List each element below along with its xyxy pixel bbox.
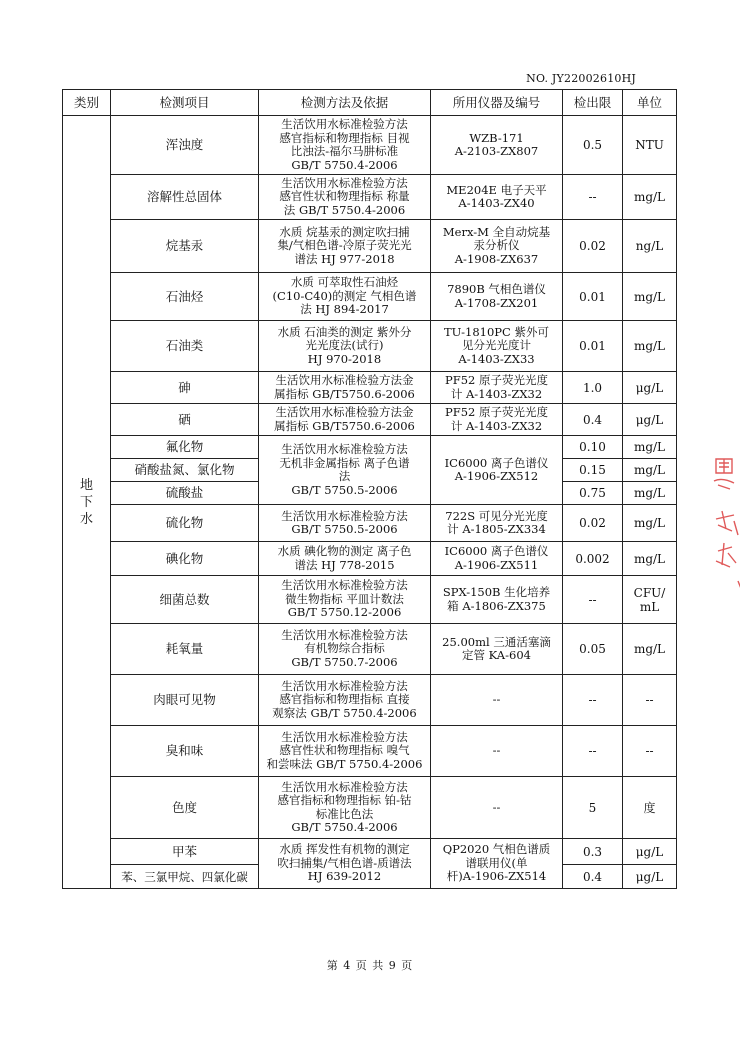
- unit-cell: μg/L: [623, 372, 677, 404]
- item-cell: 溶解性总固体: [111, 175, 259, 220]
- table-row: [63, 726, 677, 777]
- table-row: [63, 220, 677, 273]
- method-cell: 生活饮用水标准检验方法 无机非金属指标 离子色谱 法 GB/T 5750.5-2006: [259, 436, 431, 505]
- unit-cell: NTU: [623, 116, 677, 175]
- unit-cell: mg/L: [623, 436, 677, 459]
- unit-cell: mg/L: [623, 175, 677, 220]
- instrument-cell: 25.00ml 三通活塞滴 定管 KA-604: [431, 624, 563, 675]
- table-header-row: [63, 90, 677, 116]
- unit-cell: mg/L: [623, 542, 677, 576]
- unit-cell: μg/L: [623, 839, 677, 865]
- document-number: NO. JY22002610HJ: [526, 72, 636, 85]
- unit-cell: mg/L: [623, 459, 677, 482]
- table-row: [63, 777, 677, 839]
- unit-cell: mg/L: [623, 482, 677, 505]
- item-cell: 臭和味: [111, 726, 259, 777]
- limit-cell: 0.3: [563, 839, 623, 865]
- item-cell: 耗氧量: [111, 624, 259, 675]
- table-row: [63, 116, 677, 175]
- method-cell: 生活饮用水标准检验方法 感官指标和物理指标 铂-钴 标准比色法 GB/T 5750.4-2006: [259, 777, 431, 839]
- unit-cell: mg/L: [623, 505, 677, 542]
- method-cell: 水质 烷基汞的测定吹扫捕 集/气相色谱-冷原子荧光光 谱法 HJ 977-2018: [259, 220, 431, 273]
- table-row: [63, 576, 677, 624]
- method-cell: 生活饮用水标准检验方法 感官性状和物理指标 嗅气 和尝味法 GB/T 5750.4-2006: [259, 726, 431, 777]
- table-row: [63, 436, 677, 459]
- item-cell: 砷: [111, 372, 259, 404]
- item-cell: 硫化物: [111, 505, 259, 542]
- method-cell: 生活饮用水标准检验方法金 属指标 GB/T5750.6-2006: [259, 404, 431, 436]
- instrument-cell: WZB-171 A-2103-ZX807: [431, 116, 563, 175]
- method-cell: 生活饮用水标准检验方法金 属指标 GB/T5750.6-2006: [259, 372, 431, 404]
- limit-cell: --: [563, 175, 623, 220]
- limit-cell: 0.01: [563, 273, 623, 321]
- item-cell: 氟化物: [111, 436, 259, 459]
- table-row: [63, 675, 677, 726]
- item-cell: 甲苯: [111, 839, 259, 865]
- table-row: [63, 175, 677, 220]
- method-cell: 生活饮用水标准检验方法 微生物指标 平皿计数法 GB/T 5750.12-2006: [259, 576, 431, 624]
- limit-cell: 0.5: [563, 116, 623, 175]
- limit-cell: --: [563, 576, 623, 624]
- unit-cell: mg/L: [623, 321, 677, 372]
- method-cell: 水质 挥发性有机物的测定 吹扫捕集/气相色谱-质谱法 HJ 639-2012: [259, 839, 431, 889]
- limit-cell: 0.75: [563, 482, 623, 505]
- table-row: [63, 273, 677, 321]
- limit-cell: 0.01: [563, 321, 623, 372]
- instrument-cell: PF52 原子荧光光度 计 A-1403-ZX32: [431, 404, 563, 436]
- table-row: [63, 372, 677, 404]
- header-category: 类别: [63, 90, 111, 116]
- unit-cell: μg/L: [623, 404, 677, 436]
- instrument-cell: TU-1810PC 紫外可 见分光光度计 A-1403-ZX33: [431, 321, 563, 372]
- item-cell: 细菌总数: [111, 576, 259, 624]
- table-row: [63, 624, 677, 675]
- item-cell: 肉眼可见物: [111, 675, 259, 726]
- instrument-cell: --: [431, 726, 563, 777]
- unit-cell: mg/L: [623, 273, 677, 321]
- method-cell: 生活饮用水标准检验方法 感官性状和物理指标 称量 法 GB/T 5750.4-2006: [259, 175, 431, 220]
- instrument-cell: SPX-150B 生化培养 箱 A-1806-ZX375: [431, 576, 563, 624]
- unit-cell: mg/L: [623, 624, 677, 675]
- instrument-cell: 722S 可见分光光度 计 A-1805-ZX334: [431, 505, 563, 542]
- item-cell: 浑浊度: [111, 116, 259, 175]
- test-methods-table: [62, 89, 677, 889]
- limit-cell: 0.002: [563, 542, 623, 576]
- header-limit: 检出限: [563, 90, 623, 116]
- category-cell: 地 下 水: [63, 116, 111, 889]
- instrument-cell: ME204E 电子天平 A-1403-ZX40: [431, 175, 563, 220]
- limit-cell: 1.0: [563, 372, 623, 404]
- method-cell: 水质 石油类的测定 紫外分 光光度法(试行) HJ 970-2018: [259, 321, 431, 372]
- limit-cell: 0.05: [563, 624, 623, 675]
- item-cell: 硝酸盐氮、氯化物: [111, 459, 259, 482]
- item-cell: 色度: [111, 777, 259, 839]
- table-row: [63, 505, 677, 542]
- item-cell: 石油类: [111, 321, 259, 372]
- page-footer: 第 4 页 共 9 页: [326, 959, 414, 972]
- stamp-marks: [714, 459, 740, 591]
- header-instrument: 所用仪器及编号: [431, 90, 563, 116]
- unit-cell: 度: [623, 777, 677, 839]
- item-cell: 碘化物: [111, 542, 259, 576]
- header-method: 检测方法及依据: [259, 90, 431, 116]
- limit-cell: 0.4: [563, 404, 623, 436]
- instrument-cell: --: [431, 675, 563, 726]
- method-cell: 水质 可萃取性石油烃 (C10-C40)的测定 气相色谱 法 HJ 894-2017: [259, 273, 431, 321]
- unit-cell: --: [623, 726, 677, 777]
- unit-cell: CFU/ mL: [623, 576, 677, 624]
- limit-cell: --: [563, 675, 623, 726]
- instrument-cell: --: [431, 777, 563, 839]
- instrument-cell: 7890B 气相色谱仪 A-1708-ZX201: [431, 273, 563, 321]
- table-row: [63, 404, 677, 436]
- unit-cell: μg/L: [623, 865, 677, 889]
- limit-cell: 0.4: [563, 865, 623, 889]
- method-cell: 生活饮用水标准检验方法 GB/T 5750.5-2006: [259, 505, 431, 542]
- item-cell: 硒: [111, 404, 259, 436]
- method-cell: 水质 碘化物的测定 离子色 谱法 HJ 778-2015: [259, 542, 431, 576]
- table-row: [63, 321, 677, 372]
- method-cell: 生活饮用水标准检验方法 有机物综合指标 GB/T 5750.7-2006: [259, 624, 431, 675]
- item-cell: 苯、三氯甲烷、四氯化碳: [111, 865, 259, 889]
- limit-cell: --: [563, 726, 623, 777]
- instrument-cell: QP2020 气相色谱质 谱联用仪(单 杆)A-1906-ZX514: [431, 839, 563, 889]
- method-cell: 生活饮用水标准检验方法 感官指标和物理指标 目视 比浊法-福尔马肼标准 GB/T 5750.4-2006: [259, 116, 431, 175]
- item-cell: 硫酸盐: [111, 482, 259, 505]
- limit-cell: 5: [563, 777, 623, 839]
- instrument-cell: IC6000 离子色谱仪 A-1906-ZX511: [431, 542, 563, 576]
- instrument-cell: Merx-M 全自动烷基 汞分析仪 A-1908-ZX637: [431, 220, 563, 273]
- limit-cell: 0.15: [563, 459, 623, 482]
- seal-stamp-fragment: [708, 455, 740, 595]
- header-unit: 单位: [623, 90, 677, 116]
- limit-cell: 0.02: [563, 505, 623, 542]
- item-cell: 烷基汞: [111, 220, 259, 273]
- method-cell: 生活饮用水标准检验方法 感官指标和物理指标 直接 观察法 GB/T 5750.4-2006: [259, 675, 431, 726]
- instrument-cell: IC6000 离子色谱仪 A-1906-ZX512: [431, 436, 563, 505]
- unit-cell: --: [623, 675, 677, 726]
- unit-cell: ng/L: [623, 220, 677, 273]
- limit-cell: 0.10: [563, 436, 623, 459]
- instrument-cell: PF52 原子荧光光度 计 A-1403-ZX32: [431, 372, 563, 404]
- table-row: [63, 839, 677, 865]
- header-item: 检测项目: [111, 90, 259, 116]
- item-cell: 石油烃: [111, 273, 259, 321]
- table-row: [63, 542, 677, 576]
- limit-cell: 0.02: [563, 220, 623, 273]
